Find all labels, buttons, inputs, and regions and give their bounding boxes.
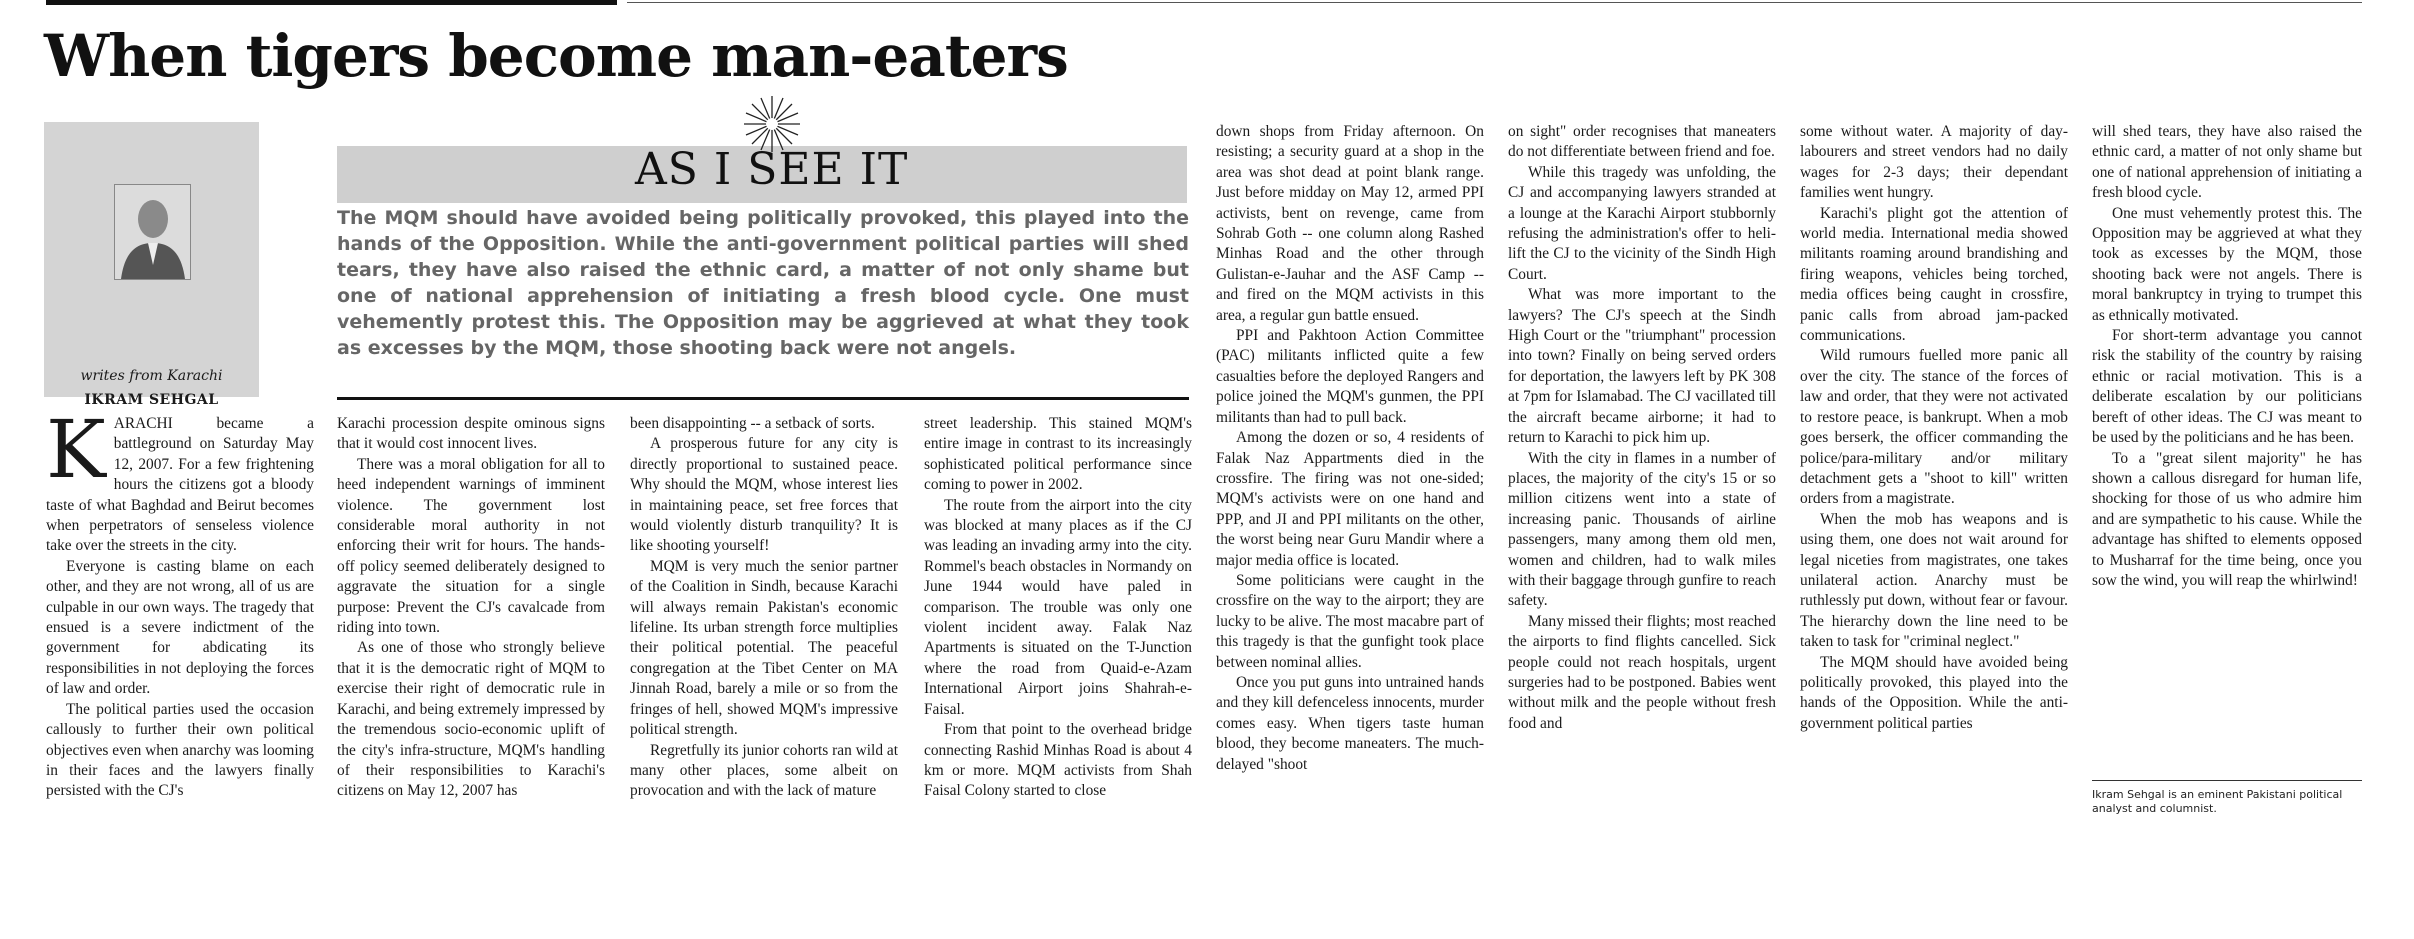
body-column-2: [337, 414, 605, 802]
paragraph: on sight" order recognises that maneaters do not differentiate between friend and foe.: [1508, 123, 1776, 161]
paragraph: Everyone is casting blame on each other, and they are not wrong, all of us are culpable in our own ways. The tragedy that ensued is a severe indictment of the government for abdicating its responsibilities in not deploying the forces of law and order.: [46, 557, 314, 698]
paragraph: down shops from Friday afternoon. On resisting; a security guard at a shop in the area was shot dead at point blank range. Just before midday on May 12, armed PPI activists, bent on revenge, came from Sohrab Goth -- one column along Rashed Minhas Road and the other through Gulistan-e-Jauhar and the ASF Camp -- and fired on the MQM activists in this area, a regular gun battle ensued.: [1216, 123, 1484, 324]
pull-quote-rule: [337, 397, 1189, 400]
paragraph: There was a moral obligation for all to heed independent warnings of imminent violence. The government lost considerable moral authority in not enforcing their writ for hours. The hands-off policy seemed deliberately designed to aggravate the situation for a single purpose: Prevent the CJ's cavalcade from riding into town.: [337, 455, 605, 637]
paragraph: Regretfully its junior cohorts ran wild at many other places, some albeit on provocation and with the lack of mature: [630, 741, 898, 800]
headline: When tigers become man-eaters: [44, 22, 1068, 90]
body-column-7: [1800, 122, 2068, 734]
paragraph: The MQM should have avoided being politically provoked, this played into the hands of the Opposition. While the anti-government political parties: [1800, 653, 2068, 732]
column-label: AS I SEE IT: [635, 144, 909, 195]
paragraph: To a "great silent majority" he has shown a callous disregard for human life, shocking for those of us who admire him and are sympathetic to his cause. While the advantage has shifted to elements opposed to Musharraf for the time being, once you sow the wind, you will reap the whirlwind!: [2092, 449, 2362, 589]
byline-box: [44, 122, 259, 408]
paragraph: Karachi procession despite ominous signs that it would cost innocent lives.: [337, 415, 605, 453]
paragraph: While this tragedy was unfolding, the CJ and accompanying lawyers stranded at a lounge at the Karachi Airport stubbornly refusing the administration's offer to heli-lift the CJ to the vicinity of the Sindh High Court.: [1508, 163, 1776, 283]
footnote-rule: [2092, 780, 2362, 781]
body-column-4: [924, 414, 1192, 802]
paragraph: From that point to the overhead bridge connecting Rashid Minhas Road is about 4 km or more. MQM activists from Shah Faisal Colony started to close: [924, 721, 1192, 800]
body-column-6: [1508, 122, 1776, 734]
paragraph: The political parties used the occasion callously to further their own political objectives even when anarchy was looming in their faces and the lawyers finally persisted with the CJ's: [46, 700, 314, 800]
author-location: writes from Karachi: [80, 368, 223, 384]
paragraph: will shed tears, they have also raised the ethnic card, a matter of not only shame but one of national apprehension of initiating a fresh blood cycle.: [2092, 123, 2362, 202]
paragraph: KARACHI became a battleground on Saturday May 12, 2007. For a few frightening hours the citizens got a bloody taste of what Baghdad and Beirut becomes when perpetrators of senseless violence take over the streets in the city.: [46, 403, 314, 555]
paragraph: Many missed their flights; most reached the airports to find flights cancelled. Sick people could not reach hospitals, urgent surgeries had to be postponed. Babies went without milk and the people without fresh food and: [1508, 612, 1776, 732]
paragraph: been disappointing -- a setback of sorts.: [630, 415, 875, 432]
paragraph: Wild rumours fuelled more panic all over the city. The stance of the forces of law and order, that they were not activated to restore peace, is bankrupt. When a mob goes berserk, the officer commanding the police/para-military and/or military detachment gets a "shoot to kill" written orders from a magistrate.: [1800, 347, 2068, 508]
paragraph: some without water. A majority of day-labourers and street vendors had no daily wages for 2-3 days; their dependant families went hungry.: [1800, 123, 2068, 202]
paragraph: Karachi's plight got the attention of world media. International media showed militants roaming around brandishing and firing weapons, vehicles being torched, media offices being caught in crossfire, panic calls from abroad jam-packed communications.: [1800, 204, 2068, 345]
drop-cap: K: [46, 403, 106, 496]
top-rule-thick: [46, 0, 617, 5]
paragraph: What was more important to the lawyers? The CJ's speech at the Sindh High Court or the "triumphant" procession into town? Finally on being served orders for deportation, the lawyers left by PK 308 at 7pm for Islamabad. The CJ vacillated till the aircraft became airborne; it had to return to Karachi to pick him up.: [1508, 286, 1776, 447]
body-column-3: [630, 414, 898, 802]
paragraph: When the mob has weapons and is using them, one does not wait around for legal niceties from magistrates, one takes unilateral action. Anarchy must be ruthlessly put down, without fear or favour. The hierarchy down the line need to be taken to task for "criminal neglect.": [1800, 510, 2068, 651]
paragraph: PPI and Pakhtoon Action Committee (PAC) militants inflicted quite a few casualties before the deployed Rangers and police joined the MQM's gunmen, the PPI militants than had to pull back.: [1216, 327, 1484, 426]
body-column-5: [1216, 122, 1484, 775]
author-photo: [114, 184, 191, 280]
pull-quote: The MQM should have avoided being politically provoked, this played into the hands of the Opposition. While the anti-government political parties will shed tears, they have also raised the ethnic card, a matter of not only shame but one of national apprehension of initiating a fresh blood cycle. One must vehemently protest this. The Opposition may be aggrieved at what they took as excesses by the MQM, those shooting back were not angels.: [337, 207, 1189, 359]
paragraph: Once you put guns into untrained hands and they kill defenceless innocents, murder comes easy. When tigers taste human blood, they become maneaters. The much-delayed "shoot: [1216, 673, 1484, 773]
author-name: IKRAM SEHGAL: [84, 392, 219, 408]
author-footnote: Ikram Sehgal is an eminent Pakistani political analyst and columnist.: [2092, 788, 2343, 815]
paragraph: Some politicians were caught in the crossfire on the way to the airport; they are lucky to be alive. The most macabre part of this tragedy is that the gunfight took place between nominal allies.: [1216, 571, 1484, 671]
paragraph: The route from the airport into the city was blocked at many places as if the CJ was leading an invading army into the city. Rommel's beach obstacles in Normandy on June 1944 would have paled in comparison. The trouble was only one violent incident away. Falak Naz Apartments is situated on the T-Junction where the road from Quaid-e-Azam International Airport joins Shahrah-e-Faisal.: [924, 496, 1192, 718]
paragraph: One must vehemently protest this. The Opposition may be aggrieved at what they took as excesses by the MQM, those shooting back were not angels. There is moral bankruptcy in trying to trumpet this as ethnically motivated.: [2092, 204, 2362, 324]
paragraph: For short-term advantage you cannot risk the stability of the country by raising ethnic or racial motivation. This is a deliberate escalation by our politicians bereft of other ideas. The CJ was meant to be used by the politicians and he has been.: [2092, 327, 2362, 447]
top-rule-thin: [627, 2, 2362, 3]
body-column-8: [2092, 122, 2362, 591]
paragraph: Among the dozen or so, 4 residents of Falak Naz Appartments died in the crossfire. The firing was not one-sided; MQM's activists were on one hand and PPP, and JI and PPI militants on the other, the worst being near Guru Mandir where a major media office is located.: [1216, 429, 1484, 569]
paragraph: A prosperous future for any city is directly proportional to sustained peace. Why should the MQM, whose interest lies in maintaining peace, set free forces that would violently disturb tranquility? It is like shooting yourself!: [630, 435, 898, 555]
body-column-1: [46, 403, 314, 802]
paragraph: As one of those who strongly believe that it is the democratic right of MQM to exercise their right of democratic rule in Karachi, and being extremely impressed by the tremendous socio-economic uplift of the city's infra-structure, MQM's handling of their responsibilities to Karachi's citizens on May 12, 2007 has: [337, 639, 605, 800]
paragraph: MQM is very much the senior partner of the Coalition in Sindh, because Karachi will always remain Pakistan's economic lifeline. Its urban strength force multiplies their political potential. The peaceful congregation at the Tibet Center on MA Jinnah Road, barely a mile or so from the fringes of hell, showed MQM's impressive political strength.: [630, 557, 898, 739]
paragraph: With the city in flames in a number of places, the majority of the city's 15 or so million citizens went into a state of increasing panic. Thousands of airline passengers, many among them old men, women and children, had to walk miles with their baggage through gunfire to reach safety.: [1508, 449, 1776, 610]
paragraph: street leadership. This stained MQM's entire image in contrast to its increasingly sophisticated political performance since coming to power in 2002.: [924, 415, 1192, 494]
